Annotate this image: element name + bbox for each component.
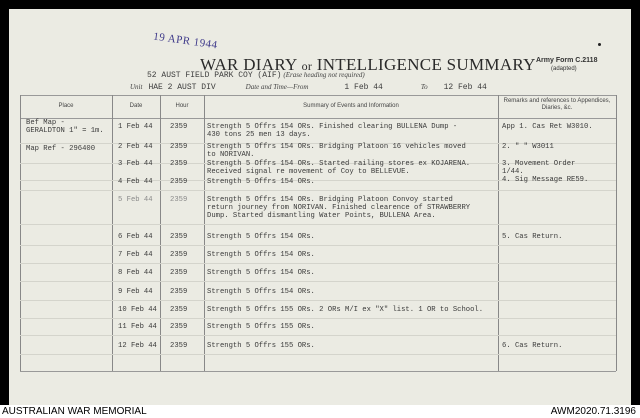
grid-line: [616, 95, 617, 371]
unit-name-line: [147, 70, 365, 80]
row-remark: 4. Sig Message RE59.: [502, 176, 589, 184]
date-from: 1 Feb 44: [344, 83, 383, 92]
row-hour: 2359: [170, 288, 188, 296]
grid-line: [20, 95, 616, 96]
row-date: 8 Feb 44: [118, 269, 153, 277]
row-separator: [20, 224, 616, 225]
row-separator: [20, 245, 616, 246]
row-date: 4 Feb 44: [118, 178, 153, 186]
footer-accession: AWM2020.71.3196: [550, 406, 636, 417]
header-remarks: Remarks and references to Appendices, Diaries, &c.: [503, 98, 611, 111]
row-hour: 2359: [170, 233, 188, 241]
row-hour: 2359: [170, 178, 188, 186]
row-summary: 430 tons 25 men 13 days.: [207, 131, 311, 139]
place-note: Map Ref - 296400: [26, 145, 96, 153]
row-separator: [20, 318, 616, 319]
row-separator: [20, 300, 616, 301]
date-label: Date and Time—From: [245, 83, 309, 91]
header-date: Date: [129, 103, 143, 109]
row-summary: Strength 5 Offrs 154 ORs.: [207, 269, 315, 277]
header-summary: Summary of Events and Information: [303, 103, 399, 109]
title-or: or: [301, 59, 313, 73]
row-date: 2 Feb 44: [118, 143, 153, 151]
row-summary: Strength 5 Offrs 155 ORs. 2 ORs M/I ex "X" list. 1 OR to School.: [207, 306, 484, 314]
row-date: 12 Feb 44: [118, 342, 157, 350]
grid-line: [204, 95, 205, 371]
row-date: 1 Feb 44: [118, 123, 153, 131]
unit-date-row: [130, 82, 487, 92]
footer-bar: [0, 405, 640, 418]
row-summary: Strength 5 Offrs 154 ORs. Bridging Platoon 16 vehicles moved: [207, 143, 466, 151]
row-separator: [20, 335, 616, 336]
row-summary: Strength 5 Offrs 154 ORs.: [207, 178, 315, 186]
received-stamp: 19 APR 1944: [152, 30, 219, 52]
row-date: 10 Feb 44: [118, 306, 157, 314]
date-to: 12 Feb 44: [443, 83, 487, 92]
row-remark: 6. Cas Return.: [502, 342, 563, 350]
row-remark: 3. Movement Order: [502, 160, 576, 168]
row-remark: 5. Cas Return.: [502, 233, 563, 241]
row-summary: to NORIVAN.: [207, 151, 255, 159]
grid-line: [112, 95, 113, 371]
unit-name: 52 AUST FIELD PARK COY (AIF): [147, 71, 282, 80]
row-hour: 2359: [170, 269, 188, 277]
row-summary: Strength 5 Offrs 154 ORs. Bridging Platoon Convoy started: [207, 196, 453, 204]
row-separator: [20, 190, 616, 191]
row-summary: Strength 5 Offrs 154 ORs. Finished clearing BULLENA Dump -: [207, 123, 458, 131]
footer-credit: AUSTRALIAN WAR MEMORIAL: [2, 406, 147, 417]
row-date: 7 Feb 44: [118, 251, 153, 259]
row-summary: return journey from NORIVAN. Finished clearence of STRAWBERRY: [207, 204, 471, 212]
row-summary: Strength 5 Offrs 154 ORs.: [207, 233, 315, 241]
header-place: Place: [58, 103, 74, 109]
row-date: 3 Feb 44: [118, 160, 153, 168]
row-date: 6 Feb 44: [118, 233, 153, 241]
form-adapted: (adapted): [551, 66, 577, 72]
row-hour: 2359: [170, 251, 188, 259]
title-rest: INTELLIGENCE SUMMARY: [316, 55, 536, 74]
row-summary: Strength 5 Offrs 155 ORs.: [207, 342, 315, 350]
grid-line: [20, 371, 616, 372]
row-date: 5 Feb 44: [118, 196, 153, 204]
form-number: Army Form C.2118: [536, 57, 598, 64]
row-separator: [20, 354, 616, 355]
row-hour: 2359: [170, 143, 188, 151]
row-date: 9 Feb 44: [118, 288, 153, 296]
erase-note: (Erase heading not required): [283, 71, 365, 79]
row-separator: [20, 263, 616, 264]
row-remark: 2. " " W3011: [502, 143, 554, 151]
grid-line: [20, 118, 616, 119]
row-remark: 1/44.: [502, 168, 524, 176]
row-separator: [20, 281, 616, 282]
row-hour: 2359: [170, 306, 188, 314]
row-summary: Dump. Started dismantling Water Points, BULLENA Area.: [207, 212, 436, 220]
row-hour: 2359: [170, 123, 188, 131]
grid-line: [498, 95, 499, 371]
unit-value: HAE 2 AUST DIV: [148, 83, 216, 92]
row-summary: Strength 5 Offrs 154 ORs.: [207, 288, 315, 296]
row-summary: Received signal re movement of Coy to BELLEVUE.: [207, 168, 410, 176]
row-date: 11 Feb 44: [118, 323, 157, 331]
grid-line: [20, 95, 21, 371]
unit-label: Unit: [130, 83, 143, 91]
row-summary: Strength 5 Offrs 155 ORs.: [207, 323, 315, 331]
place-note: Bef Map -: [26, 119, 65, 127]
to-label: To: [420, 83, 428, 91]
title-main: WAR DIARY: [200, 55, 297, 74]
row-remark: App 1. Cas Ret W3010.: [502, 123, 593, 131]
ink-dot: [598, 43, 601, 46]
row-hour: 2359: [170, 342, 188, 350]
header-hour: Hour: [175, 103, 189, 109]
grid-line: [160, 95, 161, 371]
row-hour: 2359: [170, 323, 188, 331]
row-summary: Strength 5 Offrs 154 ORs.: [207, 251, 315, 259]
row-hour: 2359: [170, 196, 188, 204]
row-summary: Strength 5 Offrs 154 ORs. Started railing stores ex KOJARENA.: [207, 160, 471, 168]
place-note: GERALDTON 1" = 1m.: [26, 127, 104, 135]
row-hour: 2359: [170, 160, 188, 168]
